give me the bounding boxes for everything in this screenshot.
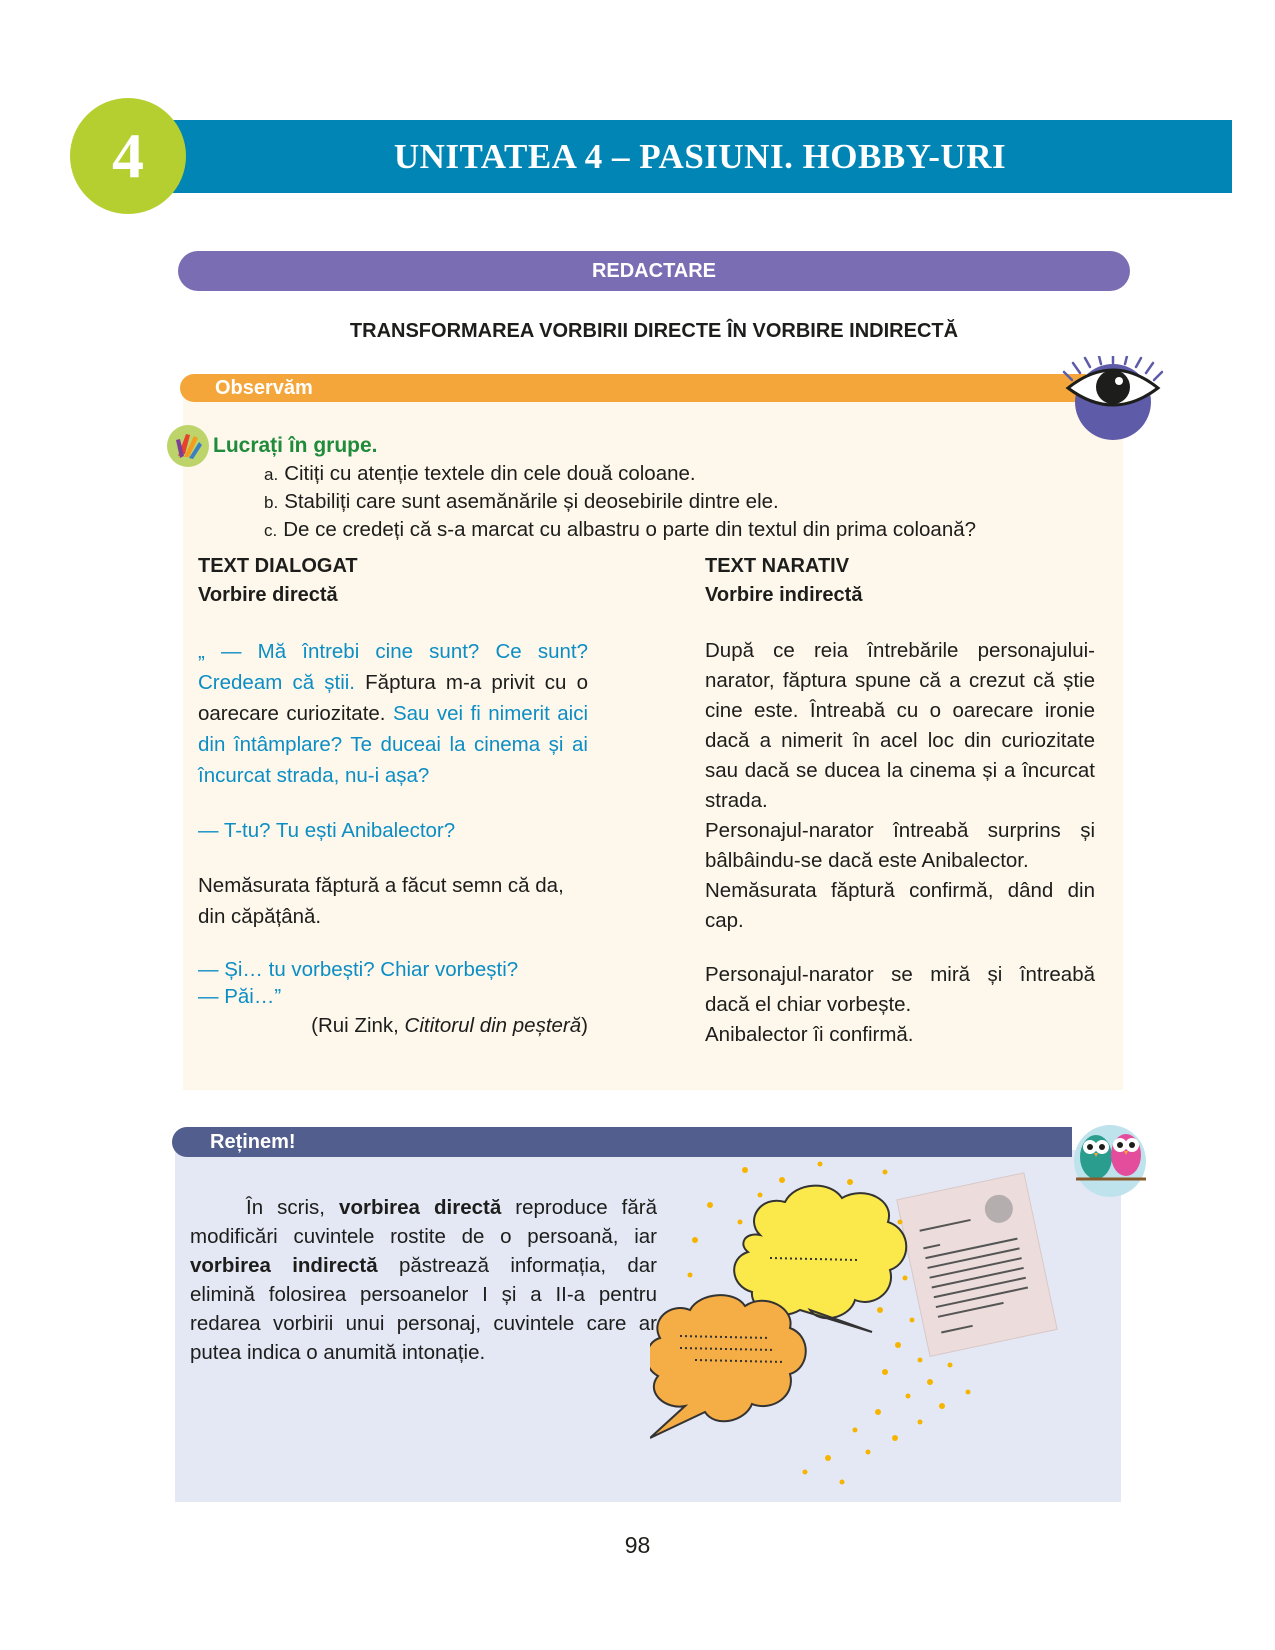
retinem-text: În scris, vorbirea directă reproduce fără modificări cuvintele rostite de o persoană, iar vorbirea indirectă păstrează informația, dar elimină folosirea persoanelor I și a II-a pentru redarea vorbirii unui personaj, cuvintele care ar putea indica o anumită intonație. bbox=[190, 1196, 657, 1364]
narrative-paragraph: Personajul-narator întreabă surprins și bâlbâindu-se dacă este Anibalector. bbox=[705, 819, 1095, 872]
task-letter: a. bbox=[264, 465, 279, 484]
hands-group-icon bbox=[166, 424, 210, 468]
eye-icon bbox=[1058, 356, 1168, 440]
task-letter: b. bbox=[264, 493, 279, 512]
narrative-paragraph: Personajul-narator se miră și întreabă dacă el chiar vorbește. bbox=[705, 963, 1095, 1016]
right-heading-kind: Vorbire indirectă bbox=[705, 584, 863, 606]
task-item bbox=[264, 462, 696, 486]
right-heading-type: TEXT NARATIV bbox=[705, 555, 850, 577]
left-heading-type: TEXT DIALOGAT bbox=[198, 555, 358, 577]
dialog-paragraph: „ — Mă întrebi cine sunt? Ce sunt? Credeam că știi. Făptura m-a privit cu o oarecare curiozitate. Sau vei fi nimerit aici din întâmplare? Te duceai la cinema și ai încurcat strada, nu-i așa? bbox=[198, 640, 588, 787]
dialog-line: — T-tu? Tu ești Anibalector? bbox=[198, 819, 456, 842]
unit-number-badge: 4 bbox=[70, 98, 186, 214]
left-column-text bbox=[198, 636, 588, 1041]
task-text: Citiți cu atenție textele din cele două coloane. bbox=[284, 462, 696, 485]
task-text: De ce credeți că s-a marcat cu albastru o parte din textul din prima coloană? bbox=[283, 518, 977, 541]
letter-paper-icon bbox=[897, 1173, 1057, 1357]
dialog-line: — Și… tu vorbești? Chiar vorbești? bbox=[198, 958, 519, 981]
left-column-heading bbox=[198, 552, 358, 610]
task-text: Stabiliți care sunt asemănările și deosebirile dintre ele. bbox=[284, 490, 779, 513]
task-title: Lucrați în grupe. bbox=[213, 434, 378, 457]
left-heading-kind: Vorbire directă bbox=[198, 584, 338, 606]
observam-label: Observăm bbox=[215, 377, 313, 399]
orange-speech-bubble bbox=[650, 1295, 806, 1438]
task-letter: c. bbox=[264, 521, 278, 540]
lesson-title: TRANSFORMAREA VORBIRII DIRECTE ÎN VORBIRE INDIRECTĂ bbox=[349, 320, 959, 342]
right-column-heading bbox=[705, 552, 862, 610]
page-number: 98 bbox=[624, 1532, 651, 1558]
dialog-narration: Nemăsurata făptură a făcut semn că da, din căpățână. bbox=[198, 874, 564, 928]
retinem-label: Reținem! bbox=[210, 1131, 296, 1153]
narrative-paragraph: Anibalector îi confirmă. bbox=[705, 1023, 914, 1046]
right-column-text bbox=[705, 636, 1095, 1050]
source-citation: (Rui Zink, Cititorul din peșteră) bbox=[311, 1014, 588, 1037]
task-item bbox=[264, 518, 976, 542]
dialog-line: — Păi…” bbox=[198, 985, 282, 1008]
narrative-paragraph: După ce reia întrebările personajului-narator, făptura spune că a crezut că știe cine este. Întreabă cu o oarecare ironie dacă a nimerit în acel loc din curiozitate sau dacă se ducea la cinema și a încurcat strada. bbox=[705, 639, 1095, 812]
retinem-bar bbox=[172, 1127, 1072, 1157]
narrative-paragraph: Nemăsurata făptură confirmă, dând din cap. bbox=[705, 879, 1095, 932]
speech-bubbles-illustration bbox=[650, 1160, 1090, 1500]
observam-bar bbox=[180, 374, 1086, 402]
unit-title: UNITATEA 4 – PASIUNI. HOBBY-URI bbox=[393, 137, 1007, 176]
task-item bbox=[264, 490, 779, 514]
section-label: REDACTARE bbox=[178, 251, 1130, 291]
